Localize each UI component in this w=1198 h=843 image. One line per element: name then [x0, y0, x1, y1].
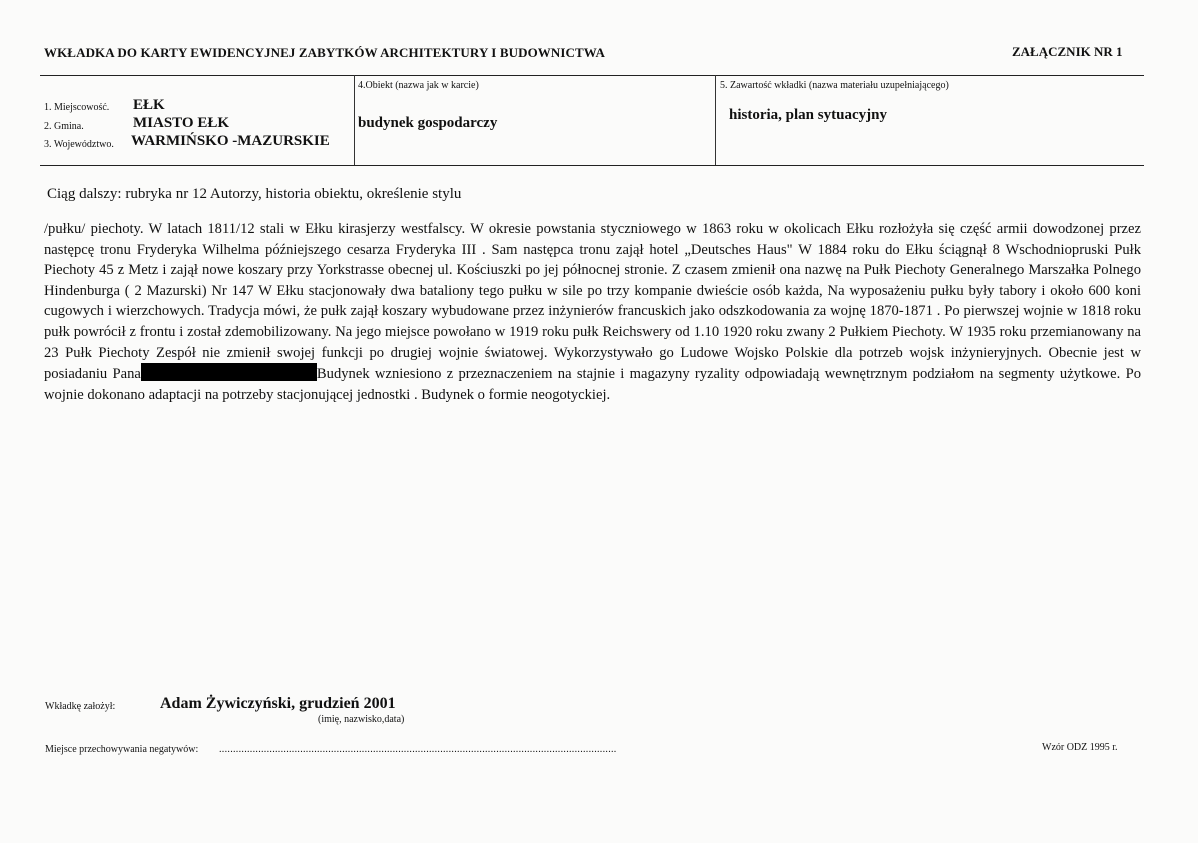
negatives-label: Miejsce przechowywania negatywów: — [45, 744, 199, 755]
history-text-part-1: /pułku/ piechoty. W latach 1811/12 stali w Ełku kirasjerzy westfalscy. W okresie powstania styczniowego w 1863 roku w okolicach Ełku rozłożyła się część armii dowodzonej przez następcę tronu Fryderyka Wilhelma późniejszego cesarza Fryderyka III . Sam następca tronu zajął hotel „Deutsches Haus" W 1884 roku do Ełku ściągnął 8 Wschodniopruski Pułk Piechoty 45 z Metz i zajął nowe koszary przy Yorkstrasse obecnej ul. Kościuszki po jej północnej stronie. Z czasem zmienił ona nazwę na Pułk Piechoty Generalnego Marszałka Polnego Hindenburga ( 2 Mazurski) Nr 147 W Ełku stacjonowały dwa bataliony tego pułku w sile po trzy kompanie dwieście osób każda, Na wyposażeniu pułku były tabory i około 600 koni cugowych i wierzchowych. Tradycja mówi, że pułk zajął koszary wybudowane przez inżynierów francuskich jako odszkodowania za wojnę 1870-1871 . Po pierwszej wojnie w 1818 roku pułk powrócił z frontu i został zdemobilizowany. Na jego miejsce powołano w 1919 roku pułk Reichswery od 1.10 1920 roku zwany 2 Pułkiem Piechoty. W 1935 roku przemianowany na 23 Pułk Piechoty Zespół nie zmienił swojej funkcji po drugiej wojnie światowej. Wykorzystywało go Ludowe Wojsko Polskie dla potrzeb wojsk inżynieryjnych. Obecnie jest w posiadaniu Pana — [44, 221, 1141, 383]
table-top-border — [40, 75, 1144, 76]
form-title: WKŁADKA DO KARTY EWIDENCYJNEJ ZABYTKÓW ARCHITEKTURY I BUDOWNICTWA — [44, 45, 605, 60]
table-divider-1 — [354, 75, 355, 165]
table-divider-2 — [715, 75, 716, 165]
voivodeship-value: WARMIŃSKO -MAZURSKIE — [131, 133, 330, 149]
annex-number: ZAŁĄCZNIK NR 1 — [1012, 44, 1123, 59]
compiled-by-label: Wkładkę założył: — [45, 701, 116, 712]
compiled-by-hint: (imię, nazwisko,data) — [318, 714, 405, 725]
commune-value: MIASTO EŁK — [133, 115, 229, 131]
continuation-heading: Ciąg dalszy: rubryka nr 12 Autorzy, historia obiektu, określenie stylu — [47, 186, 462, 202]
negatives-value: .............................................................................................................................................. — [219, 744, 617, 755]
template-version: Wzór ODZ 1995 r. — [1042, 742, 1118, 753]
insert-content-label: 5. Zawartość wkładki (nazwa materiału uzupełniającego) — [720, 80, 949, 91]
voivodeship-label: 3. Województwo. — [44, 139, 114, 150]
locality-label: 1. Miejscowość. — [44, 102, 110, 113]
object-value: budynek gospodarczy — [358, 115, 498, 131]
object-label: 4.Obiekt (nazwa jak w karcie) — [358, 80, 479, 91]
commune-label: 2. Gmina. — [44, 121, 84, 132]
compiled-by-value: Adam Żywiczyński, grudzień 2001 — [160, 695, 396, 712]
insert-content-value: historia, plan sytuacyjny — [729, 107, 887, 123]
table-bottom-border — [40, 165, 1144, 166]
history-text-part-2: Budynek wzniesiono z przeznaczeniem na stajnie i magazyny ryzality odpowiadają wewnętrznym podziałom na segmenty użytkowe. Po wojnie dokonano adaptacji na potrzeby stacjonującej jednostki . Budynek o formie neogotyckiej. — [44, 366, 1142, 403]
locality-value: EŁK — [133, 97, 165, 113]
history-text — [44, 219, 1141, 405]
redacted-name-block — [141, 363, 317, 381]
